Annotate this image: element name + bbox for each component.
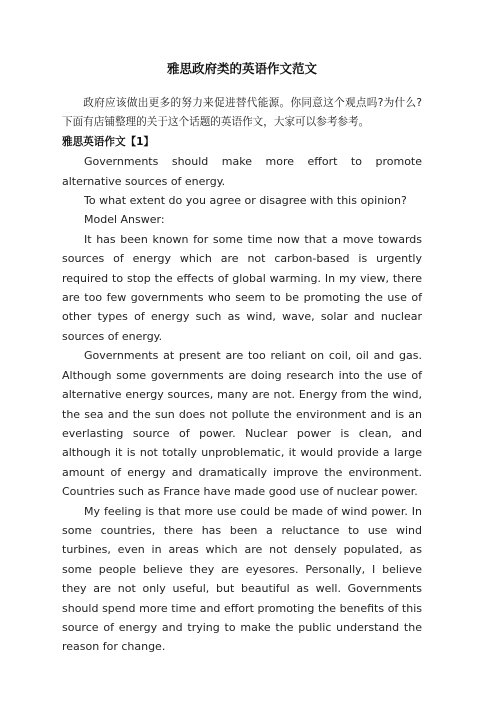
essay-question: To what extent do you agree or disagree with this opinion? xyxy=(84,194,407,208)
intro-paragraph: 政府应该做出更多的努力来促进替代能源。你同意这个观点吗?为什么?下面有店铺整理的关于这个话题的英语作文，大家可以参考参考。 xyxy=(62,97,422,129)
answer-paragraph-2: Governments at present are too reliant on coil, oil and gas. Although some governments are doing research into the use of alternative energy sources, many are not. Energy from the wind, the sea and the sun does not pollute the environment and is an everlasting source of power. Nuclear power is clean, and although it is not totally unproblematic, it would provide a large amount of energy and dramatically improve the environment. Countries such as France have made good use of nuclear power. xyxy=(62,349,422,499)
document-page xyxy=(62,60,422,657)
answer-paragraph-3: My feeling is that more use could be made of wind power. In some countries, there has been a reluctance to use wind turbines, even in areas which are not densely populated, as some people believe they are eyesores. Personally, I believe they are not only useful, but beautiful as well. Governments should spend more time and effort promoting the benefits of this source of energy and trying to make the public understand the reason for change. xyxy=(62,504,422,654)
essay-prompt: Governments should make more effort to promote alternative sources of energy. xyxy=(62,155,422,188)
document-title: 雅思政府类的英语作文范文 xyxy=(166,61,317,76)
section-heading: 雅思英语作文【1】 xyxy=(62,135,155,148)
model-answer-label: Model Answer: xyxy=(84,213,165,227)
answer-paragraph-1: It has been known for some time now that a move towards sources of energy which are not carbon-based is urgently required to stop the effects of global warming. In my view, there are too few governments who seem to be promoting the use of other types of energy such as wind, wave, solar and nuclear sources of energy. xyxy=(62,232,422,343)
